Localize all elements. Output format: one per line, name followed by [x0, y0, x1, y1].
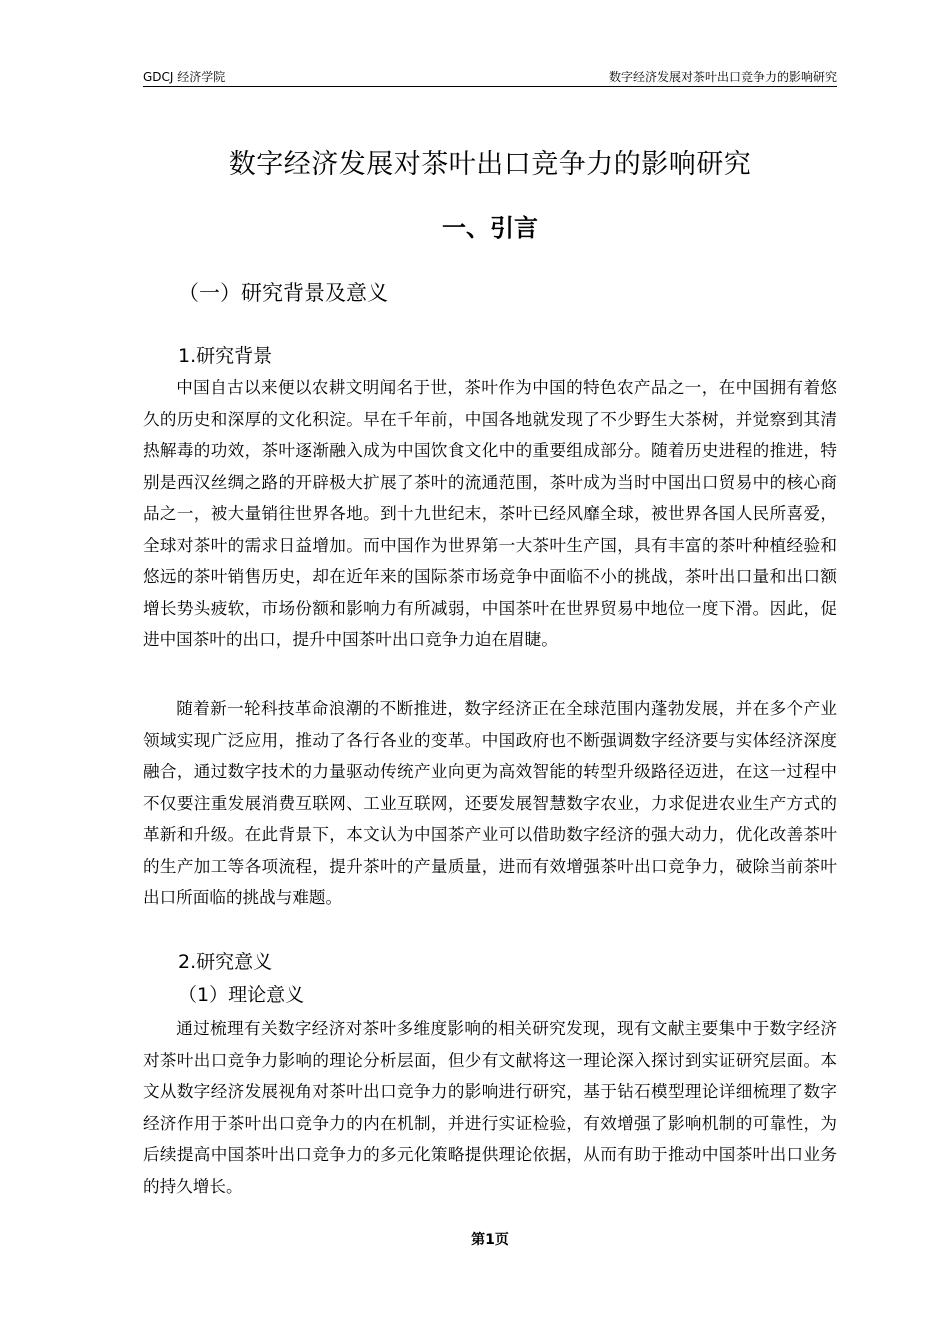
heading-research-background: 1.研究背景: [178, 345, 273, 367]
running-header: [143, 68, 837, 87]
paragraph-background-1: 中国自古以来便以农耕文明闻名于世，茶叶作为中国的特色农产品之一，在中国拥有着悠久的历史和深厚的文化积淀。早在千年前，中国各地就发现了不少野生大茶树，并觉察到其清热解毒的功效，茶叶逐渐融入成为中国饮食文化中的重要组成部分。随着历史进程的推进，特别是西汉丝绸之路的开辟极大扩展了茶叶的流通范围，茶叶成为当时中国出口贸易中的核心商品之一，被大量销往世界各地。到十九世纪末，茶叶已经风靡全球，被世界各国人民所喜爱，全球对茶叶的需求日益增加。而中国作为世界第一大茶叶生产国，具有丰富的茶叶种植经验和悠远的茶叶销售历史，却在近年来的国际茶市场竞争中面临不小的挑战，茶叶出口量和出口额增长势头疲软，市场份额和影响力有所减弱，中国茶叶在世界贸易中地位一度下滑。因此，促进中国茶叶的出口，提升中国茶叶出口竞争力迫在眉睫。: [143, 378, 837, 649]
header-institution: GDCJ 经济学院: [143, 70, 226, 84]
section-heading-introduction: 一、引言: [442, 214, 538, 242]
paragraph-background-2: 随着新一轮科技革命浪潮的不断推进，数字经济正在全球范围内蓬勃发展，并在多个产业领域实现广泛应用，推动了各行各业的变革。中国政府也不断强调数字经济要与实体经济深度融合，通过数字技术的力量驱动传统产业向更为高效智能的转型升级路径迈进，在这一过程中不仅要注重发展消费互联网、工业互联网，还要发展智慧数字农业，力求促进农业生产方式的革新和升级。在此背景下，本文认为中国茶产业可以借助数字经济的强大动力，优化改善茶叶的生产加工等各项流程，提升茶叶的产量质量，进而有效增强茶叶出口竞争力，破除当前茶叶出口所面临的挑战与难题。: [143, 699, 837, 907]
heading-research-significance: 2.研究意义: [178, 951, 273, 973]
header-paper-title: 数字经济发展对茶叶出口竞争力的影响研究: [608, 70, 837, 84]
subsection-heading-background-significance: （一）研究背景及意义: [178, 281, 388, 305]
page-number: 第1页: [471, 1232, 509, 1248]
heading-theoretical-significance: （1）理论意义: [178, 984, 305, 1006]
paragraph-theoretical-significance: 通过梳理有关数字经济对茶叶多维度影响的相关研究发现，现有文献主要集中于数字经济对茶叶出口竞争力影响的理论分析层面，但少有文献将这一理论深入探讨到实证研究层面。本文从数字经济发展视角对茶叶出口竞争力的影响进行研究，基于钻石模型理论详细梳理了数字经济作用于茶叶出口竞争力的内在机制，并进行实证检验，有效增强了影响机制的可靠性，为后续提高中国茶叶出口竞争力的多元化策略提供理论依据，从而有助于推动中国茶叶出口业务的持久增长。: [143, 1019, 837, 1196]
paper-title: 数字经济发展对茶叶出口竞争力的影响研究: [228, 149, 752, 180]
